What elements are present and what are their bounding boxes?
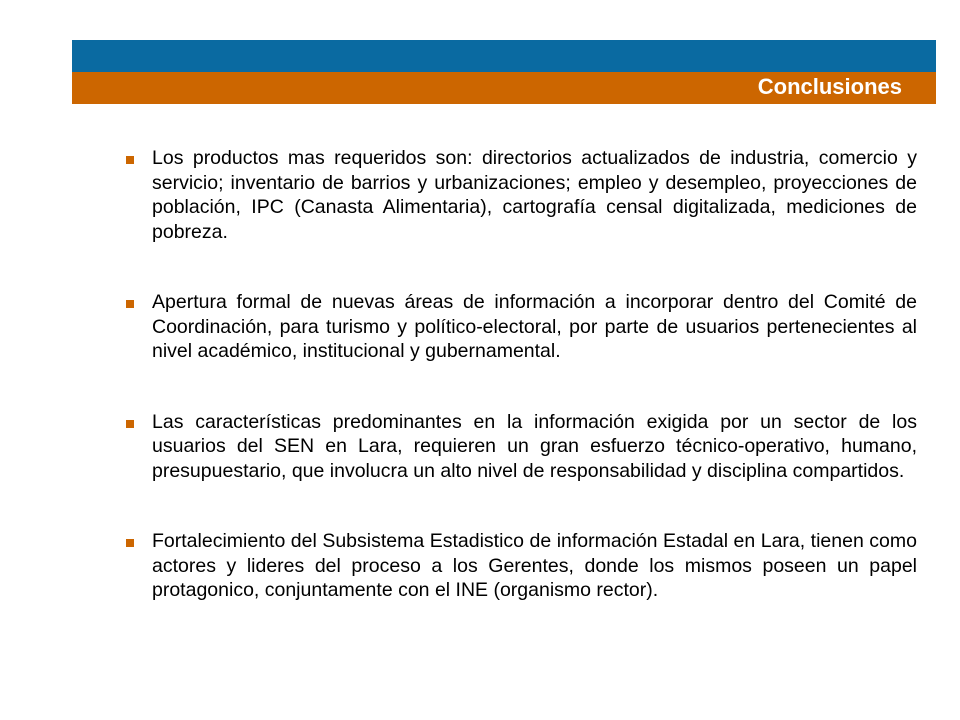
bullet-text: Las características predominantes en la información exigida por un sector de los usuarios del SEN en Lara, requieren un gran esfuerzo técnico-operativo, humano, presupuestario, que involucra un alto nivel de responsabilidad y disciplina compartidos.: [152, 410, 917, 482]
bullet-item: [120, 529, 917, 603]
bullet-text: Los productos mas requeridos son: directorios actualizados de industria, comercio y servicio; inventario de barrios y urbanizaciones; empleo y desempleo, proyecciones de población, IPC (Canasta Alimentaria), cartografía censal digitalizada, mediciones de pobreza.: [152, 147, 917, 243]
bullet-list: [120, 146, 917, 603]
square-bullet-icon: [126, 420, 134, 428]
header-band-bottom: [72, 72, 936, 104]
bullet-text: Fortalecimiento del Subsistema Estadistico de información Estadal en Lara, tienen como actores y lideres del proceso a los Gerentes, donde los mismos poseen un papel protagonico, conjuntamente con el INE (organismo rector).: [152, 530, 917, 601]
square-bullet-icon: [126, 156, 134, 164]
square-bullet-icon: [126, 539, 134, 547]
slide-title: Conclusiones: [757, 74, 902, 99]
bullet-item: [120, 146, 917, 244]
bullet-text: Apertura formal de nuevas áreas de información a incorporar dentro del Comité de Coordinación, para turismo y político-electoral, por parte de usuarios pertenecientes al nivel académico, institucional y gubernamental.: [152, 291, 917, 362]
bullet-item: [120, 290, 917, 364]
square-bullet-icon: [126, 300, 134, 308]
header-band-top: [72, 40, 936, 72]
bullet-item: [120, 410, 917, 484]
